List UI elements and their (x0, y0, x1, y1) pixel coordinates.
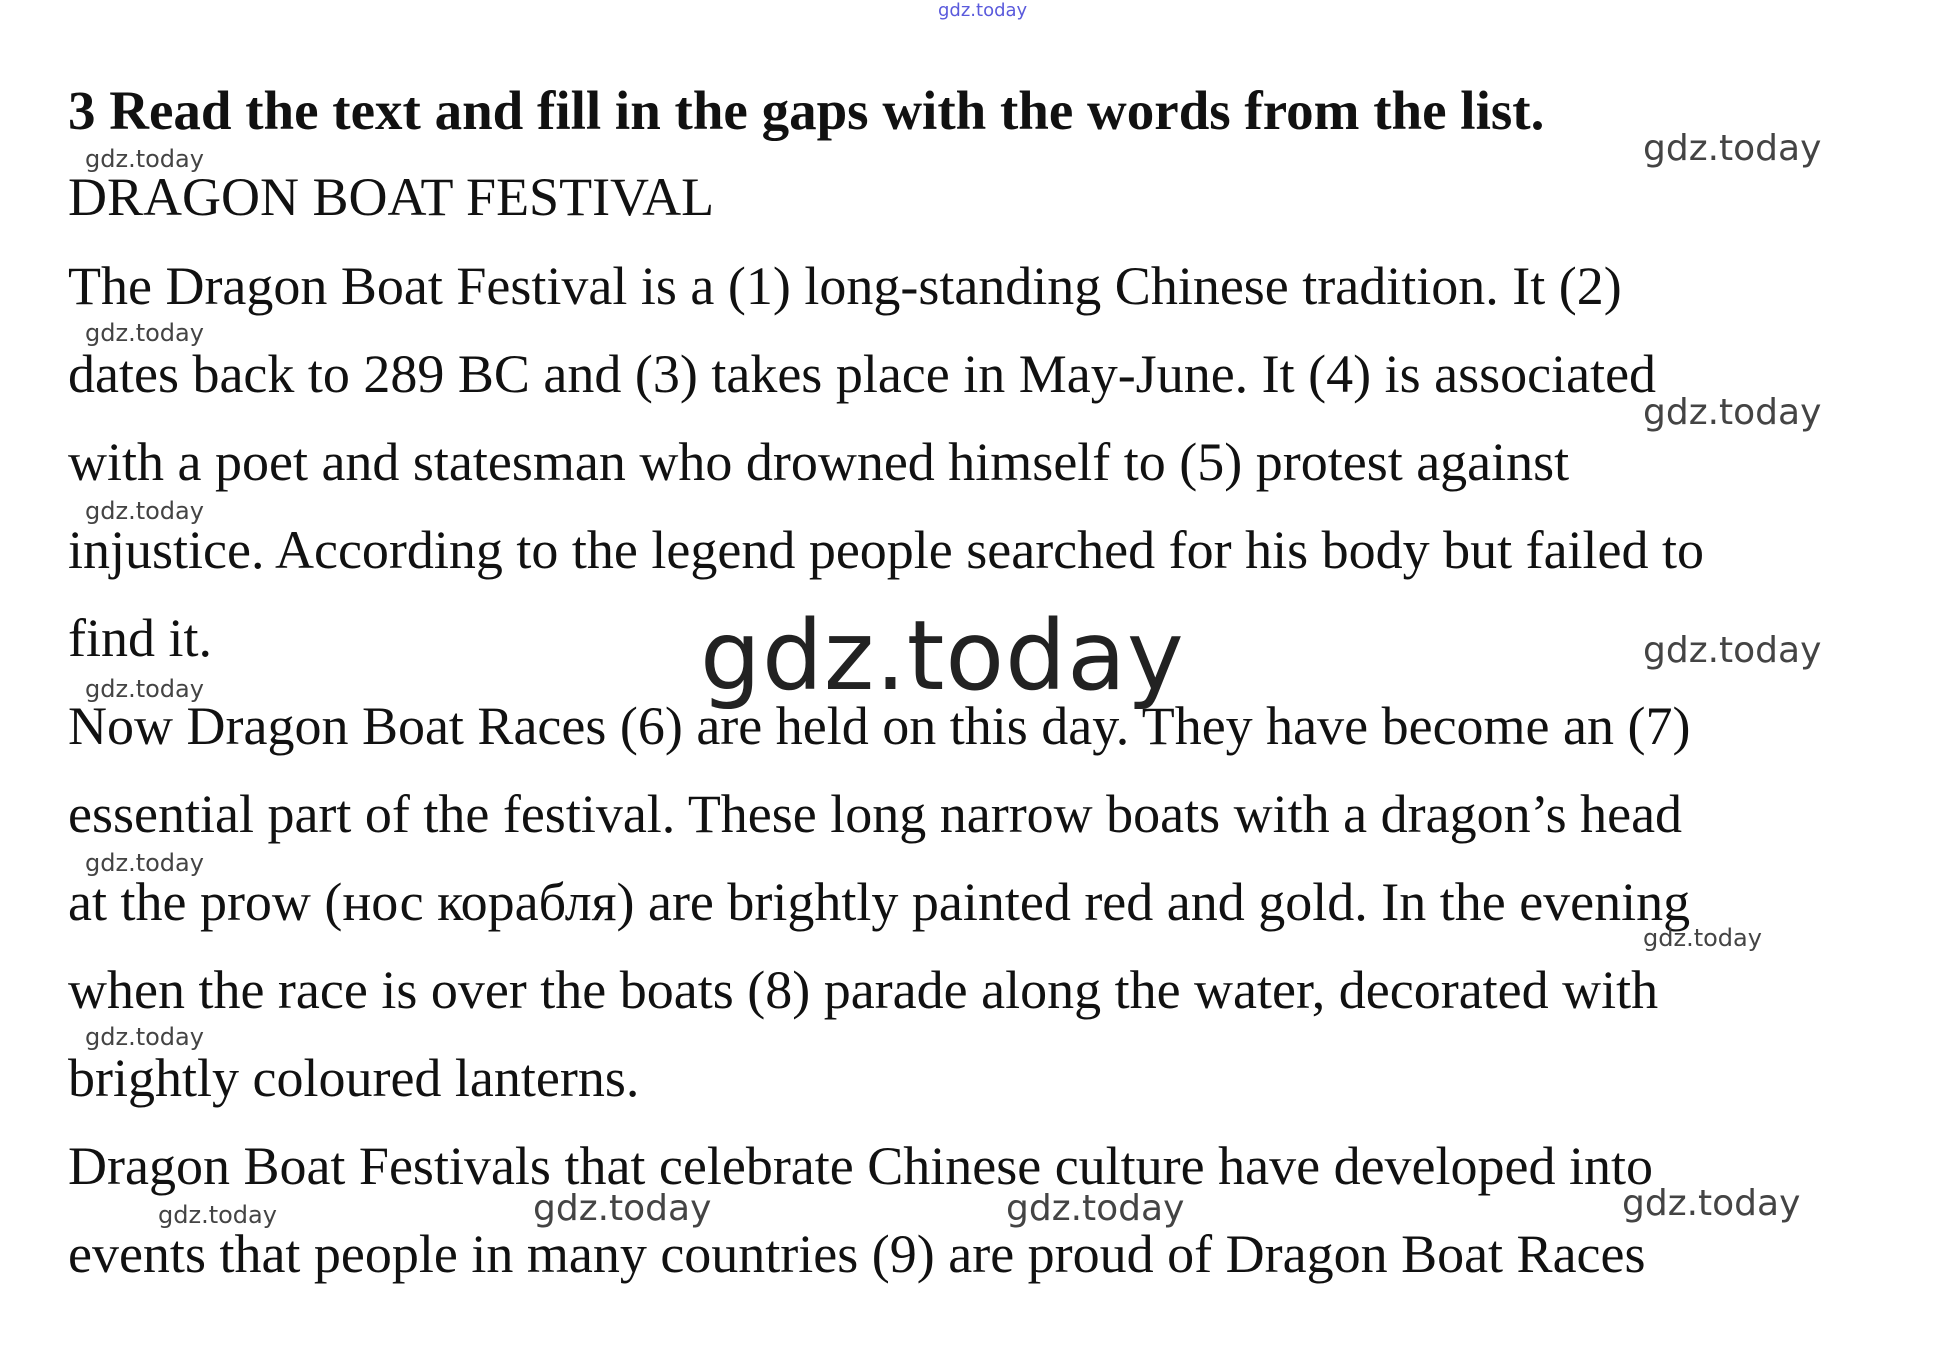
watermark: gdz.today (85, 145, 204, 173)
text-line-6: Now Dragon Boat Races (6) are held on this day. They have become an (7) (68, 696, 1691, 756)
watermark: gdz.today (158, 1201, 277, 1229)
watermark: gdz.today (85, 1023, 204, 1051)
watermark: gdz.today (85, 497, 204, 525)
text-line-4: injustice. According to the legend people searched for his body but failed to (68, 520, 1705, 580)
watermark-large: gdz.today (700, 600, 1185, 712)
top-watermark: gdz.today (938, 0, 1028, 21)
watermark: gdz.today (85, 675, 204, 703)
text-title: DRAGON BOAT FESTIVAL (68, 167, 715, 227)
text-line-2: dates back to 289 BC and (3) takes place in May-June. It (4) is associated (68, 344, 1657, 404)
text-line-7: essential part of the festival. These long narrow boats with a dragon’s head (68, 784, 1683, 844)
watermark: gdz.today (85, 849, 204, 877)
watermark: gdz.today (1006, 1188, 1185, 1229)
exercise-heading: 3 Read the text and fill in the gaps with the words from the list. (68, 80, 1545, 141)
watermark: gdz.today (1643, 392, 1822, 433)
text-line-8: at the prow (нос корабля) are brightly painted red and gold. In the evening (68, 872, 1691, 932)
text-line-10: brightly coloured lanterns. (68, 1048, 640, 1108)
text-line-11: Dragon Boat Festivals that celebrate Chinese culture have developed into (68, 1136, 1653, 1196)
text-line-5: find it. (68, 608, 212, 668)
watermark: gdz.today (1643, 128, 1822, 169)
text-line-1: The Dragon Boat Festival is a (1) long-standing Chinese tradition. It (2) (68, 256, 1622, 316)
watermark: gdz.today (1643, 630, 1822, 671)
watermark: gdz.today (1643, 924, 1762, 952)
watermark: gdz.today (85, 319, 204, 347)
text-line-9: when the race is over the boats (8) parade along the water, decorated with (68, 960, 1659, 1020)
watermark: gdz.today (1622, 1183, 1801, 1224)
text-line-3: with a poet and statesman who drowned himself to (5) protest against (68, 432, 1570, 492)
watermark: gdz.today (533, 1188, 712, 1229)
text-line-12: events that people in many countries (9) are proud of Dragon Boat Races (68, 1224, 1646, 1284)
